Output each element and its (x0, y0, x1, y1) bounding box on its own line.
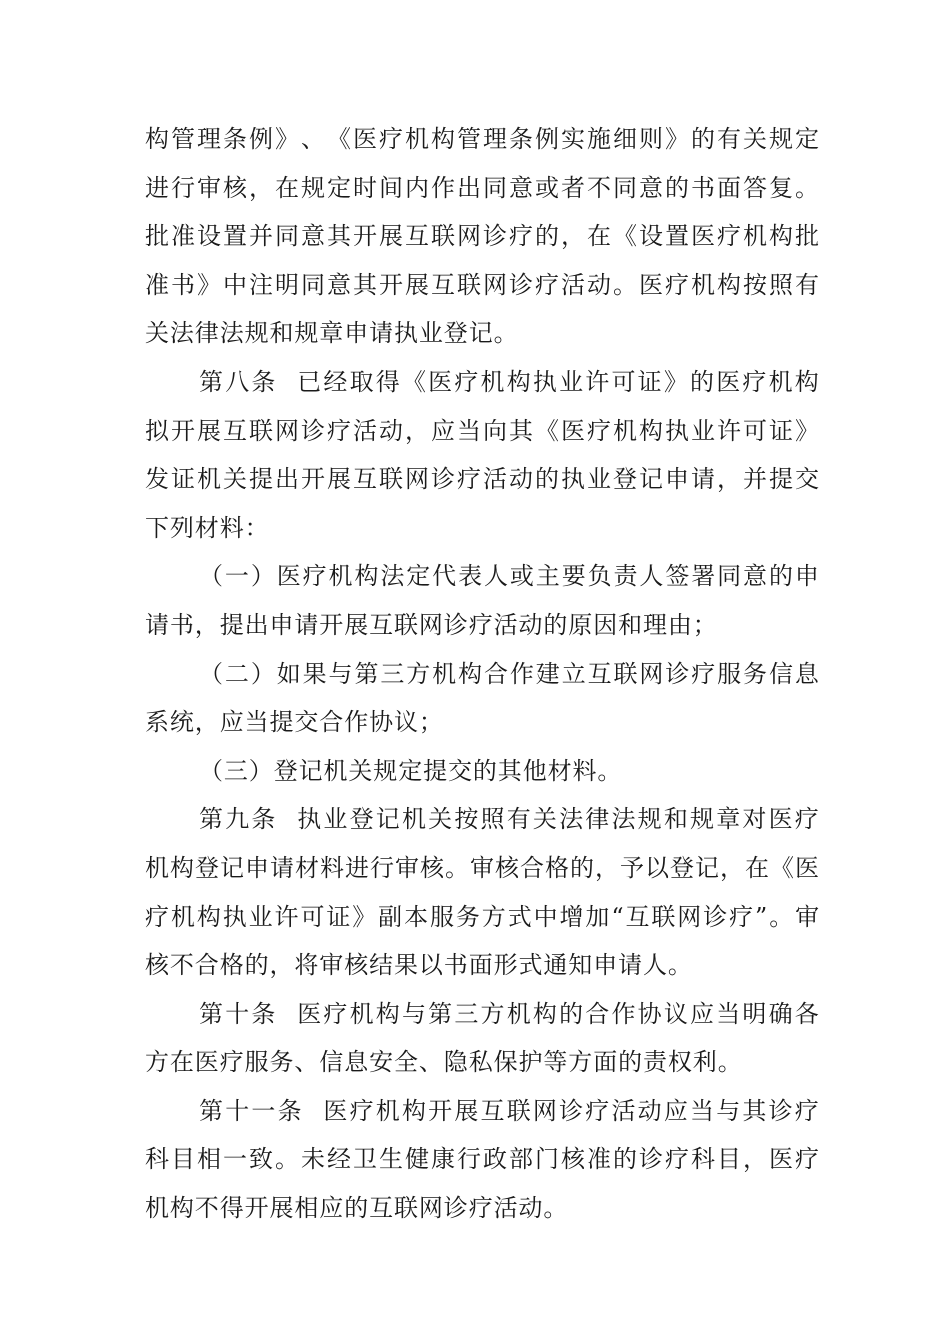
list-item-3-line: （三）登记机关规定提交的其他材料。 (199, 756, 623, 785)
text-line: 拟 开 展 互 联 网 诊 疗 活 动 ， 应 当 向 其 《 医 疗 机 构 执 业 许 可 证 》 (145, 416, 820, 445)
article-11-heading-line: 第 十 一 条 医 疗 机 构 开 展 互 联 网 诊 疗 活 动 应 当 与 其 诊 疗 (199, 1096, 820, 1125)
text-line: 批 准 设 置 并 同 意 其 开 展 互 联 网 诊 疗 的 ， 在 《 设 置 医 疗 机 构 批 (145, 222, 820, 251)
text-line: 请书，提出申请开展互联网诊疗活动的原因和理由； (145, 610, 718, 639)
text-line: 科 目 相 一 致 。 未 经 卫 生 健 康 行 政 部 门 核 准 的 诊 疗 科 目 ， 医 疗 (145, 1145, 820, 1174)
text-line: 疗 机 构 执 业 许 可 证 》 副 本 服 务 方 式 中 增 加 “ 互 联 网 诊 疗 ” 。 审 (145, 902, 820, 931)
list-item-2-line: （ 二 ） 如 果 与 第 三 方 机 构 合 作 建 立 互 联 网 诊 疗 服 务 信 息 (199, 659, 820, 688)
text-line: 下列材料： (145, 513, 270, 542)
document-body (145, 115, 820, 1233)
article-10-heading-line: 第 十 条 医 疗 机 构 与 第 三 方 机 构 的 合 作 协 议 应 当 明 确 各 (199, 999, 820, 1028)
text-line: 构 管 理 条 例 》 、 《 医 疗 机 构 管 理 条 例 实 施 细 则 》 的 有 关 规 定 (145, 125, 820, 153)
article-8-heading-line: 第 八 条 已 经 取 得 《 医 疗 机 构 执 业 许 可 证 》 的 医 疗 机 构 (199, 367, 820, 396)
article-9-heading-line: 第 九 条 执 业 登 记 机 关 按 照 有 关 法 律 法 规 和 规 章 对 医 疗 (199, 805, 820, 834)
text-line: 关法律法规和规章申请执业登记。 (145, 319, 519, 348)
list-item-1-line: （ 一 ） 医 疗 机 构 法 定 代 表 人 或 主 要 负 责 人 签 署 同 意 的 申 (199, 562, 820, 591)
text-line: 方在医疗服务、信息安全、隐私保护等方面的责权利。 (145, 1048, 743, 1077)
text-line: 机 构 登 记 申 请 材 料 进 行 审 核 。 审 核 合 格 的 ， 予 以 登 记 ， 在 《 医 (145, 853, 820, 882)
text-line: 发 证 机 关 提 出 开 展 互 联 网 诊 疗 活 动 的 执 业 登 记 申 请 ， 并 提 交 (145, 465, 820, 494)
text-line: 准 书 》 中 注 明 同 意 其 开 展 互 联 网 诊 疗 活 动 。 医 疗 机 构 按 照 有 (145, 270, 820, 299)
text-line: 机构不得开展相应的互联网诊疗活动。 (145, 1194, 569, 1223)
text-line: 系统，应当提交合作协议； (145, 708, 444, 737)
text-line: 核不合格的，将审核结果以书面形式通知申请人。 (145, 951, 693, 980)
text-line: 进 行 审 核 ， 在 规 定 时 间 内 作 出 同 意 或 者 不 同 意 的 书 面 答 复 。 (145, 173, 820, 202)
